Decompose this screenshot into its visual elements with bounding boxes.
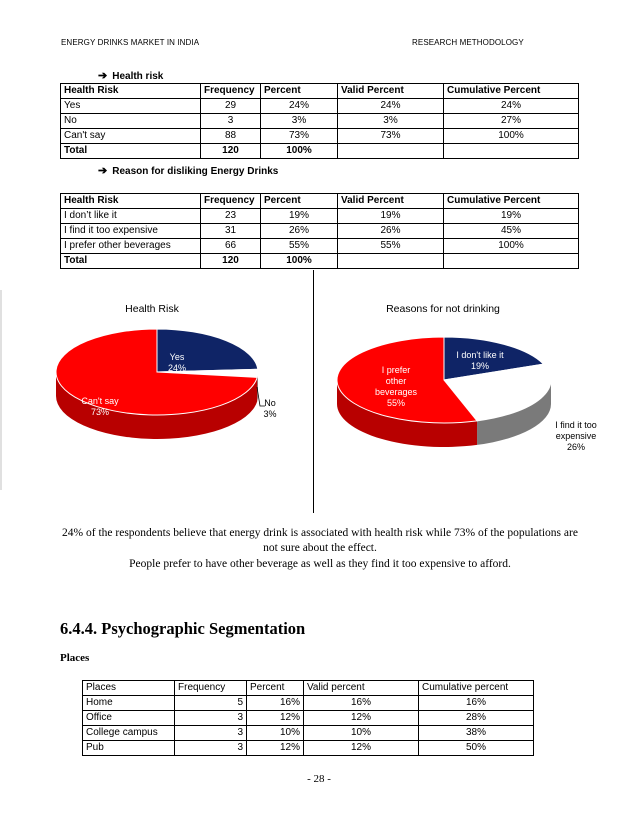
table-row (61, 209, 579, 224)
header-cell: Percent (261, 84, 338, 99)
table-cell: I prefer other beverages (61, 239, 201, 254)
disliking-reason-table (60, 193, 579, 269)
health-risk-table (60, 83, 579, 159)
table-cell: 45% (444, 224, 579, 239)
pie-label-1-1: No 3% (263, 398, 277, 419)
table-cell: 24% (261, 99, 338, 114)
pie-label-2-2: I prefer other beverages 55% (374, 365, 418, 408)
table-cell: 12% (247, 711, 304, 726)
table-cell: 12% (304, 741, 419, 756)
page-edge-marker (0, 290, 2, 490)
table-cell: 100% (444, 239, 579, 254)
header-cell: Cumulative percent (419, 681, 534, 696)
summary-paragraph-2: People prefer to have other beverage as well as they find it too expensive to afford. (129, 558, 511, 570)
health-risk-pie-chart (40, 290, 310, 490)
pie-label-1-2: Can't say 73% (81, 396, 119, 417)
table-cell: 10% (247, 726, 304, 741)
section-title: Health risk (112, 71, 164, 82)
table-row (83, 696, 534, 711)
table-cell (338, 144, 444, 159)
table-cell: Yes (61, 99, 201, 114)
header-cell: Percent (247, 681, 304, 696)
table-cell: 38% (419, 726, 534, 741)
header-cell: Cumulative Percent (444, 194, 579, 209)
table-cell: 88 (201, 129, 261, 144)
table-cell: 120 (201, 254, 261, 269)
places-table (82, 680, 534, 756)
header-cell: Valid Percent (338, 84, 444, 99)
table-cell: College campus (83, 726, 175, 741)
table-cell: 55% (338, 239, 444, 254)
header-cell: Health Risk (61, 194, 201, 209)
table-cell: 73% (261, 129, 338, 144)
header-cell: Percent (261, 194, 338, 209)
table-cell: 19% (444, 209, 579, 224)
table-cell: 100% (261, 144, 338, 159)
table-cell: 23 (201, 209, 261, 224)
subsection-heading: Places (60, 652, 90, 664)
table-cell: 26% (338, 224, 444, 239)
summary-paragraph: 24% of the respondents believe that energy drink is associated with health risk while 73% of the populations are not sure about the effect. (62, 527, 578, 554)
table-cell: 3 (175, 741, 247, 756)
table-cell: 3 (175, 711, 247, 726)
table-row (61, 114, 579, 129)
table-cell: 19% (261, 209, 338, 224)
table-cell: 27% (444, 114, 579, 129)
header-cell: Frequency (201, 194, 261, 209)
table-header-row (61, 84, 579, 99)
table-cell: 50% (419, 741, 534, 756)
table-cell: Office (83, 711, 175, 726)
reasons-not-drinking-pie-chart (320, 290, 600, 490)
pie-label-2-0: I don't like it 19% (456, 350, 504, 371)
arrow-icon: ➔ (98, 165, 108, 177)
table-cell: 26% (261, 224, 338, 239)
table-cell: Can't say (61, 129, 201, 144)
table-cell: No (61, 114, 201, 129)
table-cell: Total (61, 144, 201, 159)
table-cell: 100% (444, 129, 579, 144)
table-cell: 5 (175, 696, 247, 711)
table-row (61, 224, 579, 239)
table-row (83, 726, 534, 741)
table-cell: 28% (419, 711, 534, 726)
section-title: Reason for disliking Energy Drinks (112, 166, 279, 177)
table-cell: 66 (201, 239, 261, 254)
table-cell: 55% (261, 239, 338, 254)
table-cell: 16% (304, 696, 419, 711)
header-cell: Valid Percent (338, 194, 444, 209)
table-cell: 12% (304, 711, 419, 726)
table-cell: Total (61, 254, 201, 269)
table-row (61, 239, 579, 254)
header-cell: Frequency (201, 84, 261, 99)
section-heading: 6.4.4. Psychographic Segmentation (60, 619, 306, 638)
header-right: RESEARCH METHODOLOGY (412, 38, 524, 47)
table-cell: 3 (201, 114, 261, 129)
header-cell: Frequency (175, 681, 247, 696)
table-cell: I don’t like it (61, 209, 201, 224)
chart-title: Health Risk (125, 303, 179, 315)
table-header-row (61, 194, 579, 209)
page-number: - 28 - (307, 773, 331, 785)
table-header-row (83, 681, 534, 696)
pie-label-1-0: Yes 24% (167, 352, 187, 373)
chart-divider (313, 270, 314, 513)
chart-title: Reasons for not drinking (386, 303, 500, 315)
table-cell: 29 (201, 99, 261, 114)
section-health-risk (98, 69, 163, 82)
table-cell: 10% (304, 726, 419, 741)
table-total-row (61, 254, 579, 269)
table-cell: 3% (338, 114, 444, 129)
table-cell: 3% (261, 114, 338, 129)
table-row (83, 741, 534, 756)
arrow-icon: ➔ (98, 70, 108, 82)
table-cell: 12% (247, 741, 304, 756)
table-row (61, 129, 579, 144)
table-cell: I find it too expensive (61, 224, 201, 239)
table-cell (444, 144, 579, 159)
header-left: ENERGY DRINKS MARKET IN INDIA (61, 38, 200, 47)
table-row (83, 711, 534, 726)
table-cell: 24% (338, 99, 444, 114)
table-cell: Home (83, 696, 175, 711)
table-row (61, 99, 579, 114)
table-cell: 73% (338, 129, 444, 144)
table-cell (338, 254, 444, 269)
table-cell (444, 254, 579, 269)
table-cell: 31 (201, 224, 261, 239)
table-cell: 16% (247, 696, 304, 711)
pie-label-2-1: I find it too expensive 26% (555, 420, 597, 452)
table-cell: 24% (444, 99, 579, 114)
header-cell: Health Risk (61, 84, 201, 99)
table-cell: 16% (419, 696, 534, 711)
header-cell: Valid percent (304, 681, 419, 696)
table-cell: 3 (175, 726, 247, 741)
header-cell: Cumulative Percent (444, 84, 579, 99)
table-cell: 120 (201, 144, 261, 159)
section-disliking-reason (98, 164, 278, 177)
header-cell: Places (83, 681, 175, 696)
table-total-row (61, 144, 579, 159)
table-cell: 19% (338, 209, 444, 224)
table-cell: 100% (261, 254, 338, 269)
table-cell: Pub (83, 741, 175, 756)
